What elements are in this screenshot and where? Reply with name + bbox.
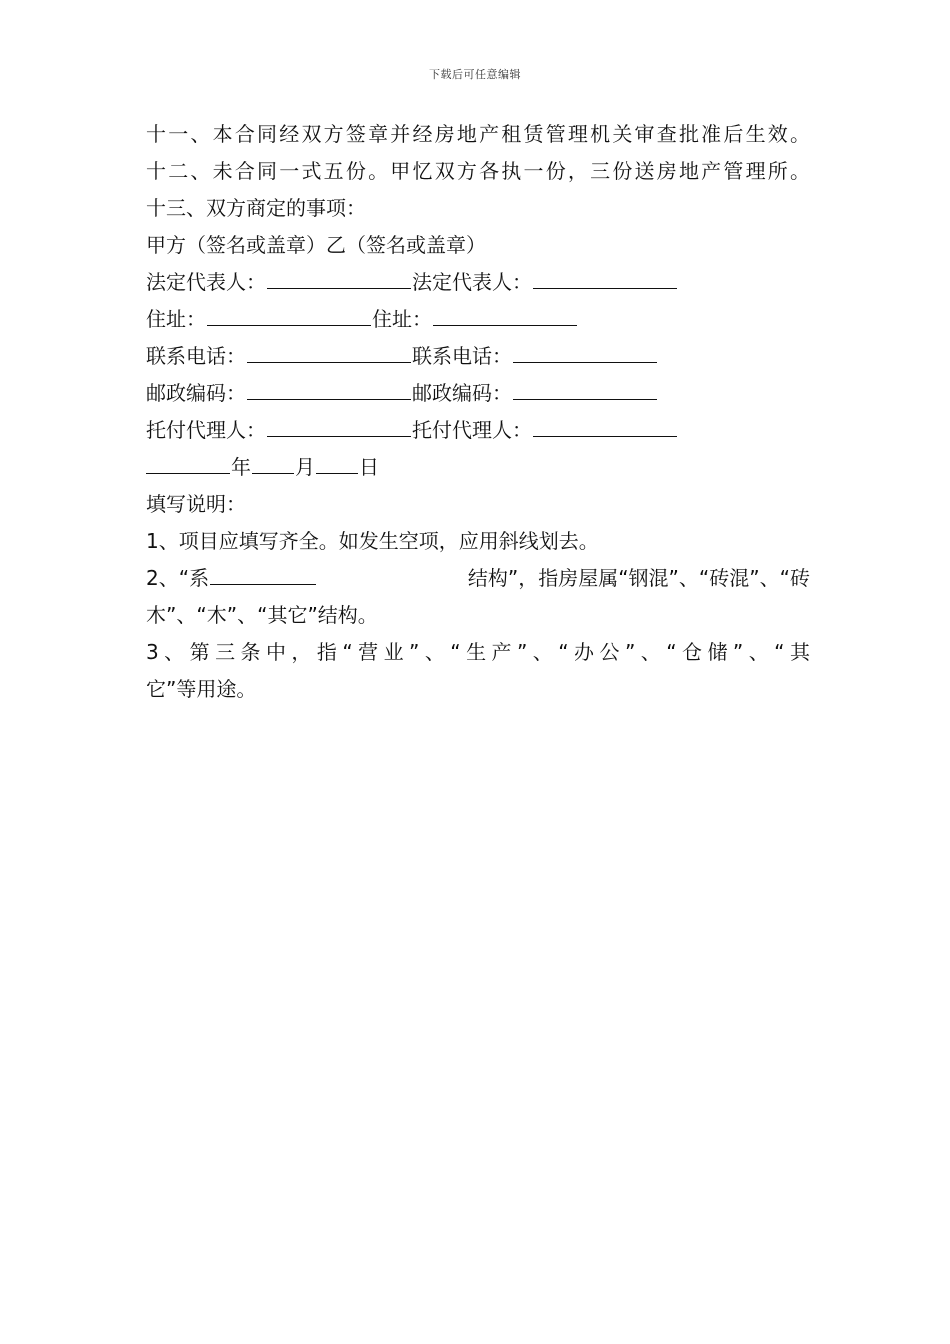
instruction-2-line-1 xyxy=(146,560,810,597)
instruction-3-line-1: 3、第三条中，指“营业”、“生产”、“办公”、“仓储”、“其 xyxy=(146,640,810,664)
phone-blank-b[interactable] xyxy=(513,338,657,363)
phone-label-a: 联系电话： xyxy=(146,344,246,368)
instructions-title: 填写说明： xyxy=(146,492,246,516)
address-label-b: 住址： xyxy=(372,307,432,331)
month-label: 月 xyxy=(295,455,315,479)
postcode-label-b: 邮政编码： xyxy=(412,381,512,405)
document-body xyxy=(146,116,810,708)
address-label-a: 住址： xyxy=(146,307,206,331)
legal-rep-row xyxy=(146,264,810,301)
phone-blank-a[interactable] xyxy=(247,338,411,363)
legal-rep-blank-a[interactable] xyxy=(267,264,411,289)
postcode-blank-b[interactable] xyxy=(513,375,657,400)
agent-blank-a[interactable] xyxy=(267,412,411,437)
instruction-2-line-2: 木”、“木”、“其它”结构。 xyxy=(146,603,378,627)
agent-label-b: 托付代理人： xyxy=(412,418,532,442)
clause-13: 十三、双方商定的事项： xyxy=(146,196,366,220)
page-header: 下载后可任意编辑 xyxy=(429,68,521,81)
clause-11: 十一、本合同经双方签章并经房地产租赁管理机关审查批准后生效。 xyxy=(146,122,810,146)
address-blank-b[interactable] xyxy=(433,301,577,326)
postcode-row xyxy=(146,375,810,412)
postcode-blank-a[interactable] xyxy=(247,375,411,400)
instruction-3-line-2: 它”等用途。 xyxy=(146,677,257,701)
legal-rep-label-b: 法定代表人： xyxy=(412,270,532,294)
instruction-2-part-b: 结构”，指房屋属“钢混”、“砖混”、“砖 xyxy=(467,566,810,590)
legal-rep-label-a: 法定代表人： xyxy=(146,270,266,294)
date-row xyxy=(146,449,810,486)
agent-blank-b[interactable] xyxy=(533,412,677,437)
address-row xyxy=(146,301,810,338)
day-blank[interactable] xyxy=(316,449,358,474)
agent-label-a: 托付代理人： xyxy=(146,418,266,442)
year-label: 年 xyxy=(231,455,251,479)
structure-blank[interactable] xyxy=(210,560,316,585)
signature-parties: 甲方（签名或盖章）乙（签名或盖章） xyxy=(146,233,486,257)
month-blank[interactable] xyxy=(252,449,294,474)
phone-row xyxy=(146,338,810,375)
phone-label-b: 联系电话： xyxy=(412,344,512,368)
instruction-1: 1、项目应填写齐全。如发生空项，应用斜线划去。 xyxy=(146,529,599,553)
clause-12: 十二、未合同一式五份。甲忆双方各执一份，三份送房地产管理所。 xyxy=(146,159,810,183)
address-blank-a[interactable] xyxy=(207,301,371,326)
instruction-2-part-a: 2、“系 xyxy=(146,566,210,590)
legal-rep-blank-b[interactable] xyxy=(533,264,677,289)
postcode-label-a: 邮政编码： xyxy=(146,381,246,405)
year-blank[interactable] xyxy=(146,449,230,474)
day-label: 日 xyxy=(359,455,379,479)
agent-row xyxy=(146,412,810,449)
